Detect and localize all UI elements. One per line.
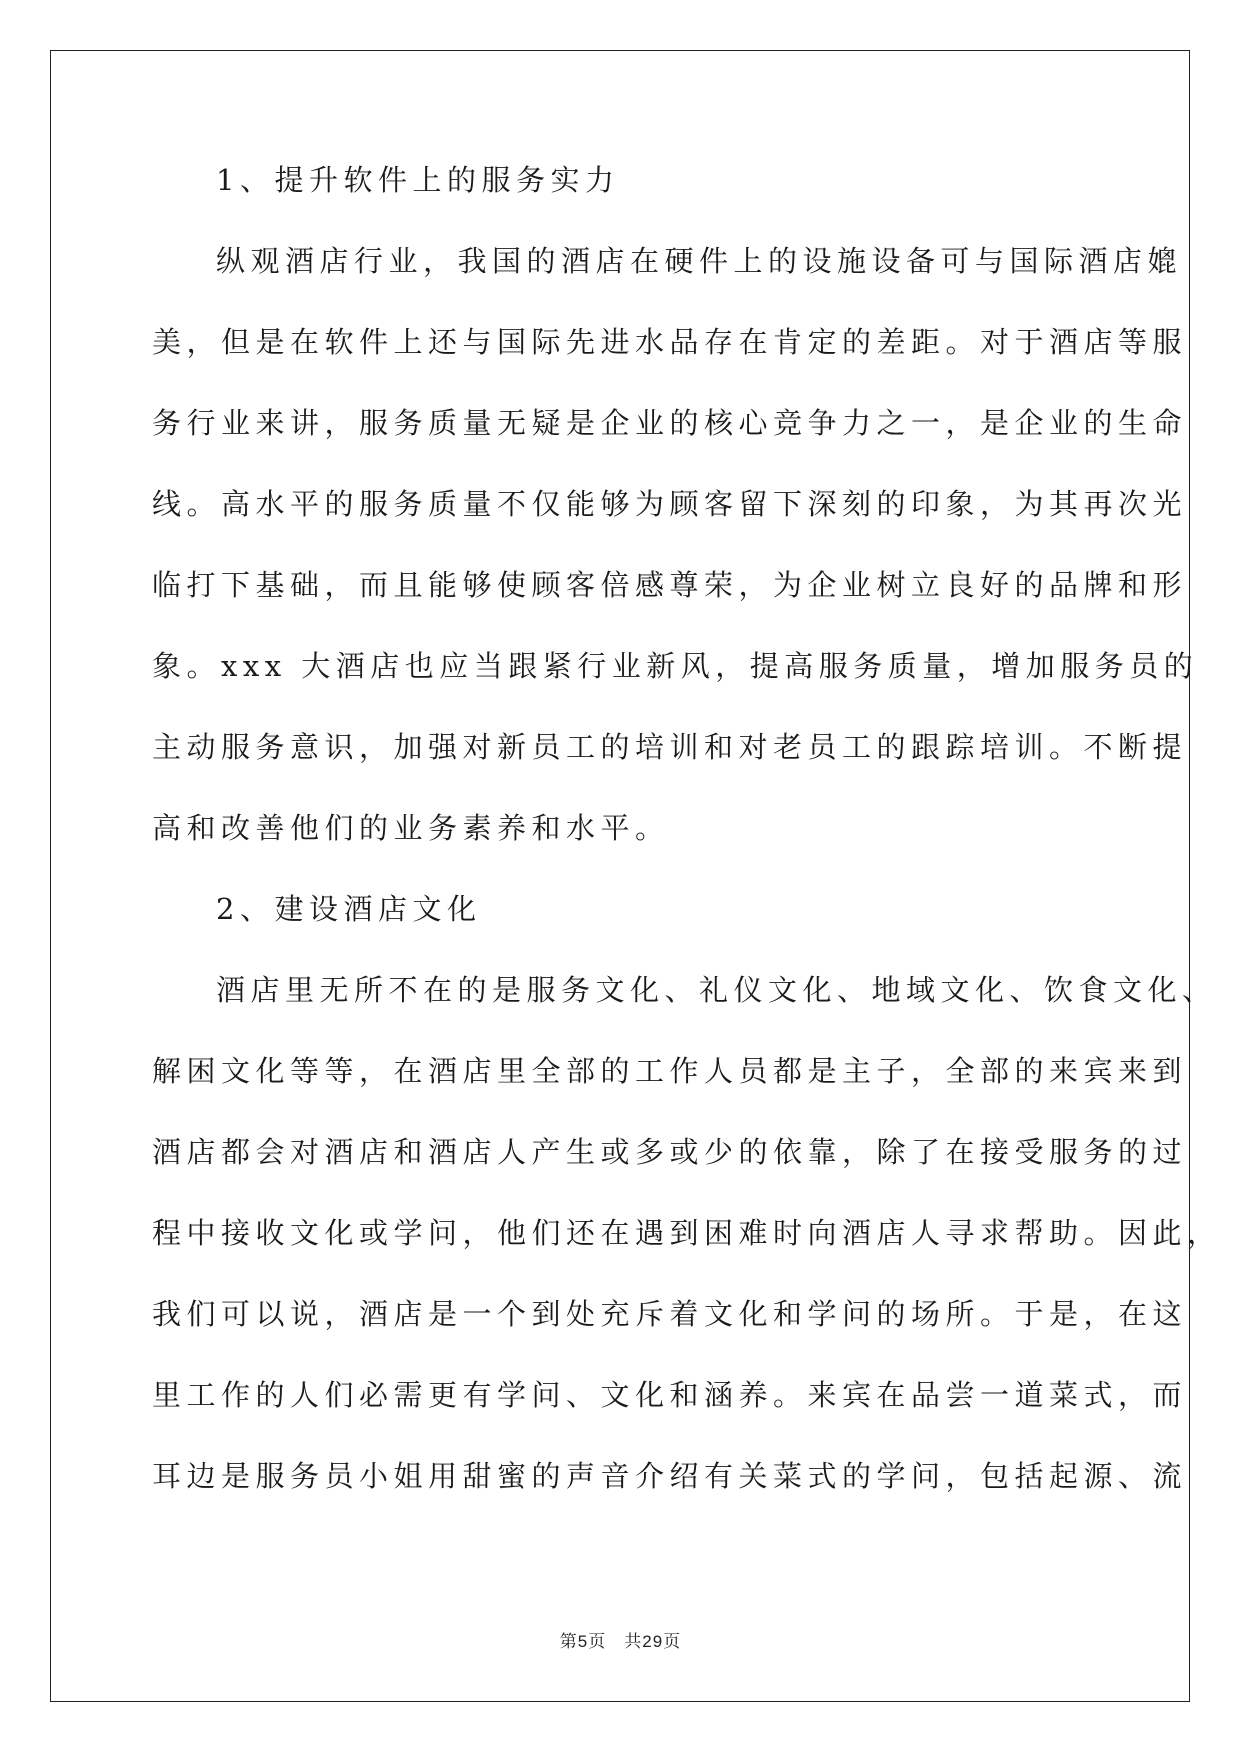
total-suffix: 页 <box>663 1632 682 1652</box>
paragraph-line: 主动服务意识，加强对新员工的培训和对老员工的跟踪培训。不断提 <box>152 730 1188 764</box>
paragraph-line: 纵观酒店行业，我国的酒店在硬件上的设施设备可与国际酒店媲 <box>216 244 1183 278</box>
paragraph-line: 线。高水平的服务质量不仅能够为顾客留下深刻的印象，为其再次光 <box>152 487 1188 521</box>
paragraph-line: 高和改善他们的业务素养和水平。 <box>152 811 670 845</box>
paragraph-line: 我们可以说，酒店是一个到处充斥着文化和学问的场所。于是，在这 <box>152 1297 1188 1331</box>
total-pages: 29 <box>642 1632 664 1651</box>
paragraph-line: 象。xxx 大酒店也应当跟紧行业新风，提高服务质量，增加服务员的 <box>152 649 1199 683</box>
paragraph-line: 里工作的人们必需更有学问、文化和涵养。来宾在品尝一道菜式，而 <box>152 1378 1188 1412</box>
section-heading: 1、提升软件上的服务实力 <box>216 163 620 197</box>
page-number: 5 <box>577 1632 589 1651</box>
document-body <box>152 162 1222 1539</box>
page-footer <box>0 1627 1241 1652</box>
paragraph-line: 程中接收文化或学问，他们还在遇到困难时向酒店人寻求帮助。因此， <box>152 1216 1222 1250</box>
paragraph-line: 酒店里无所不在的是服务文化、礼仪文化、地域文化、饮食文化、 <box>216 973 1217 1007</box>
paragraph-line: 耳边是服务员小姐用甜蜜的声音介绍有关菜式的学问，包括起源、流 <box>152 1459 1188 1493</box>
paragraph-line: 解困文化等等，在酒店里全部的工作人员都是主子，全部的来宾来到 <box>152 1054 1188 1088</box>
paragraph-line: 美，但是在软件上还与国际先进水品存在肯定的差距。对于酒店等服 <box>152 325 1188 359</box>
paragraph-line: 务行业来讲，服务质量无疑是企业的核心竞争力之一，是企业的生命 <box>152 406 1188 440</box>
paragraph-line: 临打下基础，而且能够使顾客倍感尊荣，为企业树立良好的品牌和形 <box>152 568 1188 602</box>
paragraph-line: 酒店都会对酒店和酒店人产生或多或少的依靠，除了在接受服务的过 <box>152 1135 1188 1169</box>
page-prefix: 第 <box>559 1632 578 1652</box>
page-suffix: 页 <box>588 1632 607 1652</box>
section-heading: 2、建设酒店文化 <box>216 892 482 926</box>
total-prefix: 共 <box>624 1632 643 1652</box>
